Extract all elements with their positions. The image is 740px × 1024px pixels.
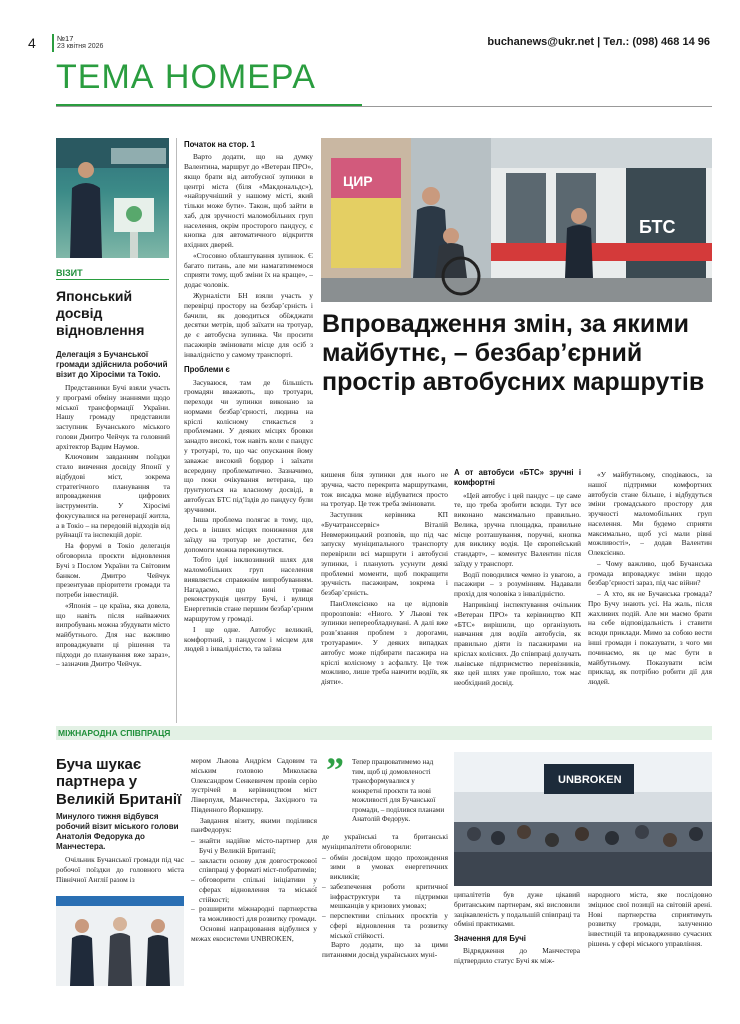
page-number: 4 [28,35,36,51]
feature-paragraph: Водії поводилися чемно із увагою, а пасажири – з розумінням. Надавали прохід для чоловіка з інвалідністю. [454,569,581,599]
visit-title: Японський досвід відновлення [56,288,145,338]
list-item: – перспективи спільних проєктів у сфері відновлення та розвитку місько́ї стійкості. [322,911,448,940]
intl-paragraph: Відрядження до Манчестера підтвердило статус Бучі як між- [454,946,580,966]
intl-paragraph: Завдання візиту, якими поділився панФедорук: [191,815,317,835]
intl-col5 [588,890,712,950]
visit-paragraph: На форумі в Токіо делегація обговорила проєкти відновлення Бучі з Послом України та Світовим банком. Дмитро Чейчук презентував пріоритети громади та потреби інвестицій. [56,541,170,600]
feature-paragraph: Журналісти БН взяли участь у перевірці простору на безбар’єрність і бачили, як доводиться обїжджати десятки метрів, щоб заїхати на тротуар, де є автобусна зупинка. Чи просити пасажирів змінювати місце для осіб з інвалідністю у самому транспорті. [184,291,313,359]
list-item: – обговорити спільні ініціативи у сферах відновлення та місько́ї стійкості; [191,875,317,904]
feature-paragraph: кишеня біля зупинки для нього не зручна, часто перекрита маршрутками, тож висадка може відбуватися просто на тротуар. Це теж треба змінювати. [321,470,448,509]
feature-paragraph: Тобто ідеї інклюзивний шлях для маломобільних груп населення виявляється справжнім випробуванням. Нагадаємо, що нині триває реконструкція центру Бучі, і вулиця Енергетиків стане першим безбар’єрним маршрутом у громаді. [184,555,313,624]
intl-rubric: МІЖНАРОДНА СПІВПРАЦЯ [58,728,171,738]
list-item: – обмін досвідом щодо прохождення зими в умовах енергетичних викликів; [322,853,448,882]
intl-title: Буча шукає партнера у Великій Британії [56,756,182,808]
header-divider [52,34,54,52]
feature-paragraph: «У майбутньому, сподіваюсь, за нашої підтримки комфортних автобусів стане більше, і відбудуться зміни громадського простору для зручності маломобільних груп населення. Ми будемо сприяти максимально, щоб усі мали рівні можливості», – додав Валентин Олексієнко. [588,470,712,558]
issue-number: №17 [57,34,74,43]
intl-paragraph: народного міста, яке послідовно зміцнює свої позиції на світовій арені. Нові партнерства сприятимуть розвитку громади, залученню інвестицій та впровадженню сучасних рішень у сфері міського управління. [588,890,712,948]
visit-rubric: ВІЗИТ [56,268,83,278]
subheading-bts: А от автобуси «БТС» зручні і комфортні [454,468,581,488]
feature-paragraph: Наприкінці інспектування очільник «Ветеран ПРО» та керівництво КП «БТС» вирішили, що організують навчання для водіїв автобусів, як правильно діяти із пасажирами на кріслах колісних. До співпраці долучать львівське підприємство перевізників, яке цей шлях уже пройшло, тож має необхідний досвід. [454,599,581,688]
intl-lead: Минулого тижня відбувся робочий візит міського голови Анатолія Федорука до Манчестера. [56,812,179,851]
intl-paragraph: мером Львова Андрієм Садовим та міським головою Миколаєва Олександром Сенкевичем провів серію зустрічей в керівництвом міст Ліверпуля, Манчестера, Західного та Південного Йоркширу. [191,756,317,814]
intl-paragraph: Варто додати, що за цими питаннями досвід українських муні- [322,940,448,960]
visit-body [56,350,170,670]
visit-paragraph: Представники Бучі взяли участь у програмі обміну знаннями щодо міської трансформації України. Нашу громаду представили заступник Бучанського міського голови Дмитро Чейчук та головний архітектор Вадим Наумов. [56,383,170,451]
intl-topics-list [322,853,448,941]
top-rule [56,106,712,107]
column-divider [176,138,177,723]
list-item: – розширити міжнародні партнерства та можливості для розвитку громади. [191,904,317,924]
feature-paragraph: «Цей автобус і цей пандус – це саме те, що треба зробити всюди. Тут все виконано максимально правильно. Велика, зручна площадка, правильне місце розташування, поручні, кнопка для виклику водія. Це європейський стандарт», – коментує Валентин після заїзду у транспорт. [454,490,581,568]
intl-paragraph: Очільник Бучанської громади під час робочої поїздки до головного міста Північної Англії разом із [56,855,184,884]
continued-label: Початок на стор. 1 [184,140,256,149]
feature-col1 [184,140,313,655]
feature-title: Впровадження змін, за якими майбутнє, – безбар’єрний простір автобусних маршрутів [322,310,705,396]
feature-paragraph: Заступник керівника КП «Бучатранссервіс» Віталій Невмержицький розповів, що під час запуску муніципального транспорту перевірили всі маршрути і автобусні зупинки, і планують усунути деякі проблемні моменти, щоб покращити зручність пасажирам, зокрема і безбар’єрність. [321,510,448,598]
feature-paragraph: Варто додати, що на думку Валентина, маршрут до «Ветеран ПРО», якщо брати від автобусної зупинки в центрі міста (біля «Макдональдс»), «найзручніший у нашому місті, який тільки може бути». Також, щоб зайти в хаб, для зручності маломобільних груп населення, окрім просторого пандусу, є кнопка для автоматичного відкриття вхідних дверей. [184,152,313,250]
feature-photo [321,138,712,302]
intl-col1 [56,812,184,885]
feature-paragraph: – А хто, як не Бучанська громада? Про Бучу знають усі. На жаль, після жахливих подій. Але ми маємо брати на себе відповідальність і ставити всюди приклади. Мимо за собою вести інші громади і показувати, з чого ми починаємо, як це має бути в майбутньому. Показувати всім приклад, як потрібно робити дії для людей. [588,589,712,687]
intl-photo-conference [454,752,712,886]
feature-paragraph: ПанОлексієнко на це відповів пророзповів: «Ниого. У Львові тек зупинки непереобладнувані. А далі вже розв’язання проблем з дорогами, тротуарами». У деяких випадках автобус може підбирати пасажира на кріслі колісному з асфальту. Це теж можливо, лише треба навчити водіїв, як діяти». [321,598,448,687]
quote-marks-icon: ” [326,750,344,790]
feature-col4 [588,470,712,688]
subheading-problems: Проблеми є [184,365,230,375]
stage-banner: UNBROKEN [558,774,622,786]
intl-paragraph: де українські та британські муніципалітети обговорили: [322,832,448,851]
section-title: ТЕМА НОМЕРА [56,58,316,96]
feature-paragraph: І ще одне. Автобус великий, комфортний, з пандусом і місцем для людей з інвалідністю, та заїзна [184,624,313,654]
visit-paragraph: «Японія – це країна, яка довела, що навіть після найважчих випробувань можна збудувати місто майбутнього. Для нас важливо впроваджувати ці рішення та підходи до планування вже зараз», – зазначив Дмитро Чейчук. [56,600,170,669]
visit-paragraph: Ключовим завданням поїздки стало вивчення досвіду Японії у відбудові міст, зокрема стратегічного планування та впровадження цифрових інструментів. У Хіросімі фокусувалися на регенерації житла, а в Токіо – на передовій відходів від руйнації та інспекцій доріг. [56,452,170,540]
feature-paragraph: Інша проблема полягає в тому, що, десь в інших місцях пониження для заїзду на тротуар не достатнє, без допомоги можна перекинутися. [184,515,313,554]
issue-date: 23 квітня 2026 [57,43,104,50]
intl-photo-small [56,896,184,986]
intl-col4 [454,890,580,967]
intl-paragraph: Основні напрацювання відбулися у межах екосистеми UNBROKEN, [191,924,317,943]
intl-goals-list [191,836,317,924]
feature-col3 [454,468,581,689]
feature-col2 [321,470,448,688]
subheading-meaning: Значення для Бучі [454,934,526,944]
visit-lead: Делегація з Бучанської громади здійснила робочий візит до Хіросіми та Токіо. [56,350,168,379]
visit-photo [56,138,169,258]
intl-quote: Тепер працюватимемо над тим, щоб ці домовленості трансформувалися у конкретні проєкти та нові можливості для Бучанської громади, – поділився планами Анатолій Федорук. [352,758,445,823]
feature-paragraph: – Чому важливо, щоб Бучанська громада впроваджує зміни щодо безбар’єрності зараз, під час війни? [588,558,712,588]
intl-paragraph: ципалітетів був дуже цікавий британським партнерам, які висловили зацікавленість у подальшій співпраці та обміні практиками. [454,890,580,929]
contacts: buchanews@ukr.net | Тел.: (098) 468 14 96 [487,36,710,48]
feature-paragraph: «Стосовно облаштування зупинок. Є багато питань, але ми намагатимемося сприяти тому, щоб зміни їх на краще», – додає чоловік. [184,250,313,290]
visit-rubric-rule [56,279,169,280]
list-item: – знайти надійне місто-партнер для Бучі у Великій Британії; [191,836,317,856]
feature-paragraph: Засуваюся, там де більшість громадян вважають, що тротуари, переходи чи зупинки виконано за нормами безбар’єрності, людина на кріслі колісному стикається з проблемами. У деяких місцях бровки занадто високі, тож навіть коли є пандус у тротуарі, то, що час опускання йому заважає високий бордюр і заїхати всередину проблематично. Зазначимо, що поки очікування ветерана, що ґрунтуються на власному досвіді, в автобусах БТС під’їздів до пандусу були зручними. [184,377,313,514]
intl-col2 [191,756,317,945]
poster-text: ЦИР [343,173,373,189]
list-item: – забезпечення роботи критичної інфраструктури та підтримки мешканців у кризових умовах; [322,882,448,911]
list-item: – закласти основу для довгострокової співпраці у форматі міст-побратимів; [191,856,317,876]
bus-label: БТС [639,217,676,237]
intl-col3 [322,832,448,961]
